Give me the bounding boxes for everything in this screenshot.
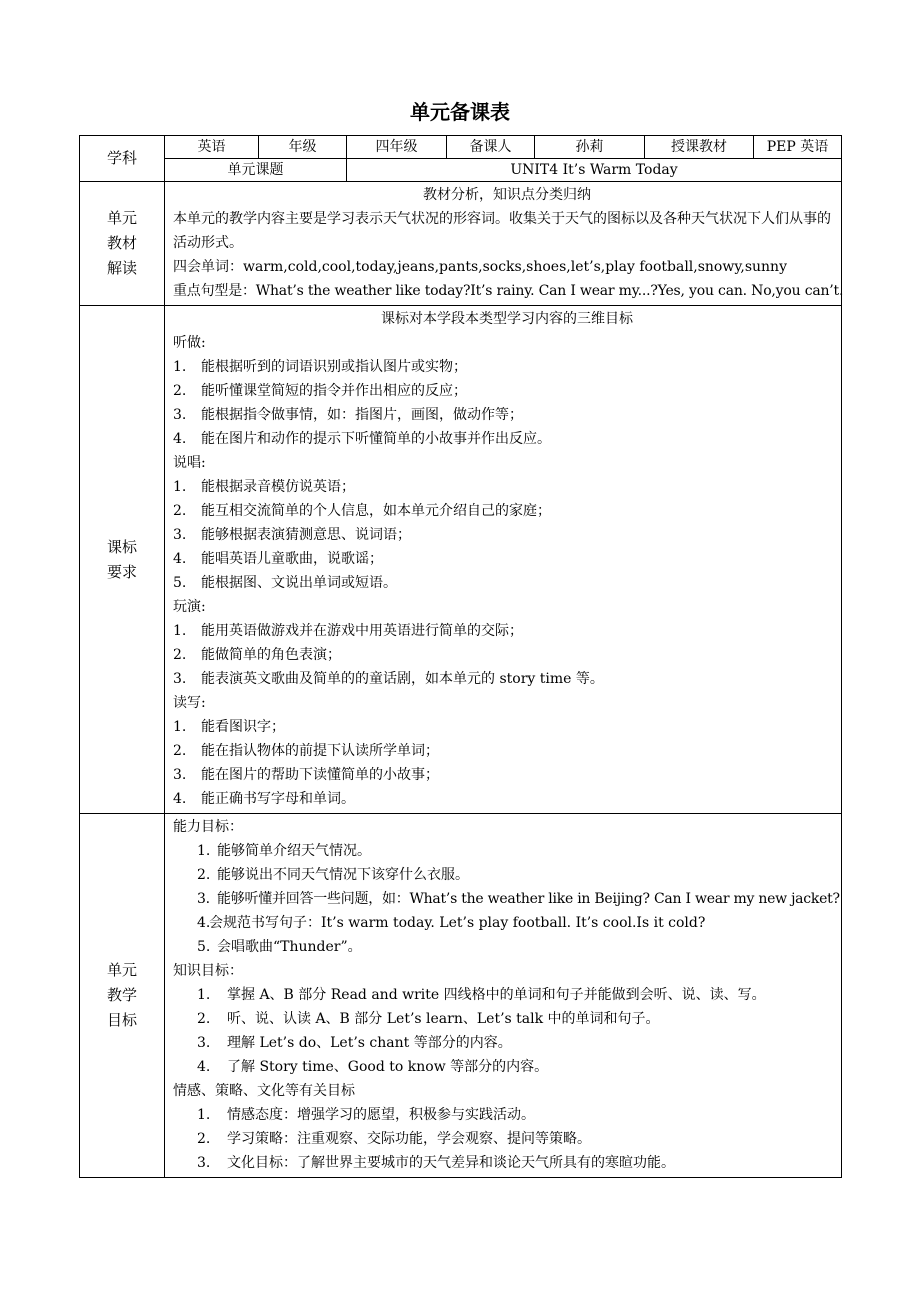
- requirement-item: [173, 499, 841, 523]
- emotion-item: [173, 1127, 841, 1151]
- requirement-item-text: 能正确书写字母和单词。: [201, 791, 355, 807]
- emotion-item-text: 文化目标：了解世界主要城市的天气差异和谈论天气所具有的寒暄功能。: [227, 1155, 675, 1171]
- section2-heading: 课标对本学段本类型学习内容的三维目标: [381, 311, 633, 327]
- ability-item-text: 会规范书写句子：It’s warm today. Let’s play football. It’s cool.Is it cold?: [209, 915, 706, 931]
- section2-label: 课标 要求: [80, 306, 165, 814]
- emotion-item-number: 3.: [197, 1155, 211, 1171]
- ability-item: [173, 887, 841, 911]
- requirement-item: [173, 667, 841, 691]
- ability-item: [173, 839, 841, 863]
- knowledge-item-text: 掌握 A、B 部分 Read and write 四线格中的单词和句子并能做到会听、说、读、写。: [227, 987, 766, 1003]
- requirement-item-number: 2.: [173, 743, 187, 759]
- unit-topic-label: 单元课题: [165, 159, 347, 182]
- ability-item-text: 会唱歌曲“Thunder”。: [217, 939, 362, 955]
- requirement-item-text: 能根据指令做事情，如：指图片，画图，做动作等；: [201, 407, 523, 423]
- knowledge-item-number: 4.: [197, 1059, 211, 1075]
- requirement-group-title: 读写:: [173, 695, 206, 711]
- emotion-item-text: 学习策略：注重观察、交际功能，学会观察、提问等策略。: [227, 1131, 591, 1147]
- requirement-item-text: 能表演英文歌曲及简单的的童话剧，如本单元的 story time 等。: [201, 671, 604, 687]
- textbook-label: 授课教材: [645, 136, 754, 159]
- requirement-item-text: 能根据录音模仿说英语；: [201, 479, 355, 495]
- teacher-value: 孙莉: [535, 136, 645, 159]
- requirement-item-text: 能根据听到的词语识别或指认图片或实物；: [201, 359, 467, 375]
- knowledge-item-number: 1.: [197, 987, 211, 1003]
- section3-content: [165, 814, 842, 1178]
- requirement-item-number: 5.: [173, 575, 187, 591]
- ability-list: [173, 839, 841, 959]
- section-textbook-analysis: [80, 182, 842, 306]
- requirement-item-text: 能唱英语儿童歌曲，说歌谣；: [201, 551, 383, 567]
- header-row: [80, 136, 842, 159]
- section1-label: 单元 教材 解读: [80, 182, 165, 306]
- knowledge-item-number: 3.: [197, 1035, 211, 1051]
- subject-value: 英语: [165, 136, 259, 159]
- teacher-label: 备课人: [447, 136, 535, 159]
- requirement-item: [173, 547, 841, 571]
- knowledge-item-text: 了解 Story time、Good to know 等部分的内容。: [227, 1059, 549, 1075]
- ability-item-number: 3.: [197, 891, 210, 907]
- emotion-item-number: 2.: [197, 1131, 211, 1147]
- requirement-group-title: 玩演:: [173, 599, 206, 615]
- knowledge-item: [173, 1031, 841, 1055]
- section1-paragraph: 本单元的教学内容主要是学习表示天气状况的形容词。收集关于天气的图标以及各种天气状况下人们从事的活动形式。: [173, 211, 831, 251]
- requirement-item-number: 3.: [173, 671, 187, 687]
- requirement-item-text: 能看图识字；: [201, 719, 285, 735]
- section1-content: [165, 182, 842, 306]
- ability-item-text: 能够听懂并回答一些问题，如：What’s the weather like in Beijing? Can I wear my new jacket?: [217, 891, 840, 907]
- requirement-item-number: 2.: [173, 383, 187, 399]
- requirement-item: [173, 739, 841, 763]
- requirement-item: [173, 571, 841, 595]
- knowledge-title: 知识目标：: [173, 963, 243, 979]
- requirement-item-text: 能做简单的角色表演；: [201, 647, 341, 663]
- section-teaching-goals: [80, 814, 842, 1178]
- requirement-item-text: 能在图片和动作的提示下听懂简单的小故事并作出反应。: [201, 431, 551, 447]
- requirement-item-text: 能用英语做游戏并在游戏中用英语进行简单的交际；: [201, 623, 523, 639]
- requirement-item-text: 能根据图、文说出单词或短语。: [201, 575, 397, 591]
- requirement-item-number: 1.: [173, 623, 187, 639]
- ability-item: [173, 863, 841, 887]
- requirement-item-text: 能在指认物体的前提下认读所学单词；: [201, 743, 439, 759]
- requirement-item-number: 3.: [173, 527, 187, 543]
- requirement-item-number: 1.: [173, 719, 187, 735]
- section-curriculum-requirements: [80, 306, 842, 814]
- requirement-item-number: 3.: [173, 407, 187, 423]
- requirement-item: [173, 715, 841, 739]
- requirement-item: [173, 427, 841, 451]
- section2-content: [165, 306, 842, 814]
- emotion-item: [173, 1151, 841, 1175]
- requirement-item-text: 能够根据表演猜测意思、说词语；: [201, 527, 411, 543]
- grade-value: 四年级: [347, 136, 447, 159]
- ability-item: [173, 935, 841, 959]
- requirement-item: [173, 403, 841, 427]
- requirement-item: [173, 643, 841, 667]
- requirement-item: [173, 763, 841, 787]
- knowledge-item-number: 2.: [197, 1011, 211, 1027]
- requirement-item-number: 3.: [173, 767, 187, 783]
- knowledge-item: [173, 1055, 841, 1079]
- requirement-item-number: 4.: [173, 791, 187, 807]
- ability-item: [173, 911, 841, 935]
- requirement-group-title: 说唱:: [173, 455, 206, 471]
- knowledge-item: [173, 983, 841, 1007]
- requirement-item: [173, 619, 841, 643]
- emotion-list: [173, 1103, 841, 1175]
- section1-words: 四会单词：warm,cold,cool,today,jeans,pants,socks,shoes,let’s,play football,snowy,sunny: [173, 259, 787, 275]
- knowledge-list: [173, 983, 841, 1079]
- requirement-item-number: 4.: [173, 551, 187, 567]
- requirement-item-number: 2.: [173, 647, 187, 663]
- ability-item-number: 5.: [197, 939, 211, 955]
- requirement-item-number: 1.: [173, 479, 187, 495]
- lesson-plan-table: [79, 135, 842, 1178]
- requirement-item: [173, 355, 841, 379]
- requirement-item: [173, 475, 841, 499]
- requirement-item: [173, 523, 841, 547]
- subject-label: 学科: [80, 136, 165, 182]
- ability-item-number: 1.: [197, 843, 211, 859]
- requirement-item-number: 2.: [173, 503, 187, 519]
- knowledge-item-text: 理解 Let’s do、Let’s chant 等部分的内容。: [227, 1035, 512, 1051]
- ability-item-text: 能够说出不同天气情况下该穿什么衣服。: [217, 867, 469, 883]
- requirement-group-title: 听做:: [173, 335, 206, 351]
- ability-item-text: 能够简单介绍天气情况。: [217, 843, 371, 859]
- ability-item-number: 4.: [197, 915, 211, 931]
- page-title: 单元备课表: [410, 100, 510, 124]
- requirement-item-text: 能在图片的帮助下读懂简单的小故事；: [201, 767, 439, 783]
- section3-label: 单元 教学 目标: [80, 814, 165, 1178]
- emotion-item-text: 情感态度：增强学习的愿望，积极参与实践活动。: [227, 1107, 535, 1123]
- ability-title: 能力目标：: [173, 819, 243, 835]
- ability-item-number: 2.: [197, 867, 211, 883]
- requirement-item-number: 4.: [173, 431, 187, 447]
- section1-sentences: 重点句型是：What’s the weather like today?It’s rainy. Can I wear my...?Yes, you can. No,you can’t.: [173, 283, 844, 299]
- knowledge-item-text: 听、说、认读 A、B 部分 Let’s learn、Let’s talk 中的单词和句子。: [227, 1011, 660, 1027]
- textbook-value: PEP 英语: [754, 136, 842, 159]
- requirement-item-text: 能互相交流简单的个人信息，如本单元介绍自己的家庭；: [201, 503, 551, 519]
- knowledge-item: [173, 1007, 841, 1031]
- requirement-item: [173, 379, 841, 403]
- grade-label: 年级: [259, 136, 347, 159]
- requirement-item-text: 能听懂课堂简短的指令并作出相应的反应；: [201, 383, 467, 399]
- unit-topic-row: [80, 159, 842, 182]
- unit-topic-value: UNIT4 It’s Warm Today: [347, 159, 842, 182]
- section1-heading: 教材分析，知识点分类归纳: [423, 187, 591, 203]
- requirement-item-number: 1.: [173, 359, 187, 375]
- emotion-item: [173, 1103, 841, 1127]
- requirement-groups: [173, 331, 841, 811]
- emotion-title: 情感、策略、文化等有关目标: [173, 1083, 355, 1099]
- emotion-item-number: 1.: [197, 1107, 211, 1123]
- requirement-item: [173, 787, 841, 811]
